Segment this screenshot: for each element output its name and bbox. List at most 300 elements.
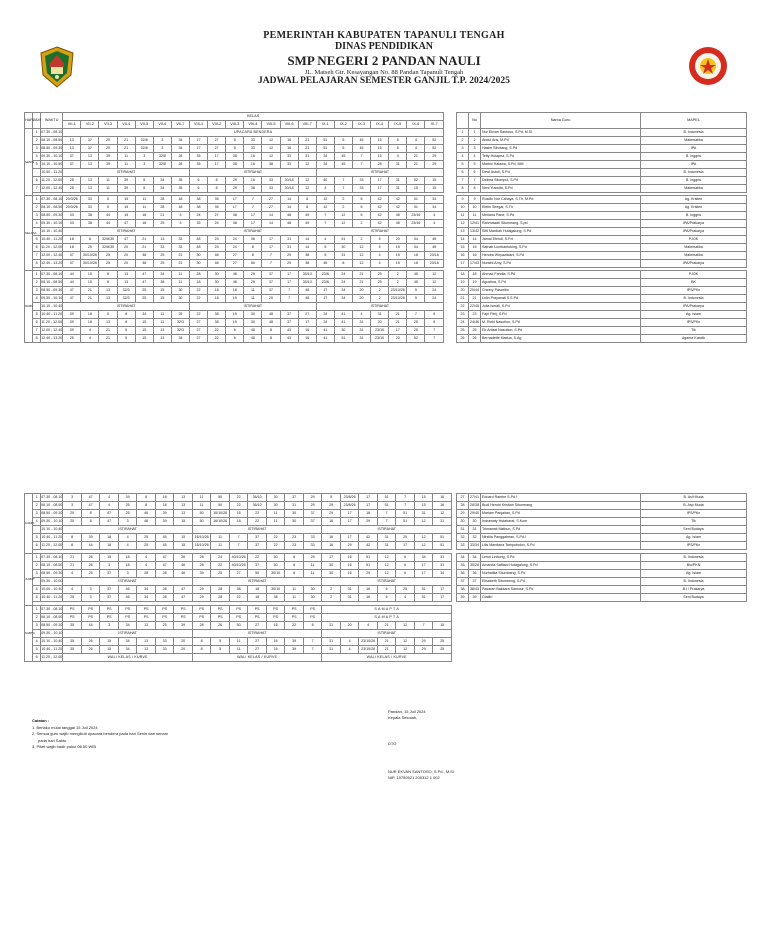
school-address: JL. Matseh Gtr. Kesayangan No. 88 Pandan Tapanuli Tengah xyxy=(304,69,464,76)
table-cell: 8 xyxy=(226,145,244,153)
table-cell: 5 xyxy=(135,185,153,193)
table-cell: 39 xyxy=(118,494,137,502)
table-cell: 47 xyxy=(81,494,100,502)
table-cell: 50 xyxy=(192,510,211,518)
table-cell: 18 xyxy=(229,518,248,526)
table-cell: 47 xyxy=(63,287,81,295)
teacher-row xyxy=(457,554,747,562)
table-cell: 36 xyxy=(457,570,469,578)
table-cell: 30 xyxy=(244,319,262,327)
table-cell: PS xyxy=(211,606,230,614)
table-cell: 18 xyxy=(155,502,174,510)
table-cell: 7 xyxy=(469,177,481,185)
table-cell: 7 xyxy=(303,646,322,654)
table-cell: 11 xyxy=(211,542,230,550)
table-cell: 13 xyxy=(99,287,117,295)
table-cell: 21 xyxy=(117,145,135,153)
table-cell: 38 xyxy=(135,260,153,268)
table-cell: Cheery Pasaribu xyxy=(481,287,641,295)
table-cell: 37 xyxy=(469,578,481,586)
table-cell: 9 xyxy=(457,196,469,204)
table-cell: 18 xyxy=(155,494,174,502)
table-cell: 45 xyxy=(389,212,407,220)
table-cell: 25 xyxy=(457,327,469,335)
table-cell: 47 xyxy=(174,594,193,602)
table-cell: 39 xyxy=(469,594,481,602)
table-cell: 20 xyxy=(371,319,389,327)
table-cell: 21 xyxy=(377,638,396,646)
table-cell: 21 xyxy=(135,236,153,244)
table-cell: 4 xyxy=(371,260,389,268)
teacher-list-table xyxy=(456,112,747,343)
table-cell: 39 xyxy=(174,622,193,630)
schedule-row xyxy=(25,252,444,260)
table-cell: 15 xyxy=(457,244,469,252)
table-cell: 23/16 xyxy=(407,220,425,228)
table-cell: PS xyxy=(229,614,248,622)
table-cell: 3 xyxy=(81,594,100,602)
table-cell: Abdul Aris, M.Pd xyxy=(481,137,641,145)
table-cell: 17 xyxy=(340,518,359,526)
table-cell: 4 xyxy=(316,185,334,193)
schedule-row xyxy=(25,212,444,220)
table-cell: 48 xyxy=(244,327,262,335)
teacher-row xyxy=(457,185,747,193)
table-cell: 30/18 xyxy=(280,177,298,185)
table-cell: 4 xyxy=(33,220,41,228)
table-cell: 7 xyxy=(425,327,444,335)
table-cell: Bio/PKN xyxy=(641,562,747,570)
schedule-row xyxy=(25,287,444,295)
table-cell: 34 xyxy=(118,622,137,630)
principal-name: NUR EKVAN SANTOSO, S.Pd., M.Si xyxy=(388,769,454,774)
table-cell: 5 xyxy=(99,196,117,204)
table-cell: 8 xyxy=(457,185,469,193)
table-cell: 10.40 - 11.20 xyxy=(41,594,63,602)
table-cell: 29 xyxy=(303,494,322,502)
table-cell: 39 xyxy=(155,518,174,526)
table-cell: 47 xyxy=(117,220,135,228)
table-cell: 2 xyxy=(352,236,370,244)
table-cell: 15 xyxy=(117,196,135,204)
table-cell: 12/41 xyxy=(469,220,481,228)
table-cell: 2 xyxy=(322,594,341,602)
table-cell: 8 xyxy=(63,534,82,542)
table-cell: 6 xyxy=(396,570,415,578)
class-header: IX-1 xyxy=(316,121,334,129)
table-cell: PS xyxy=(192,606,211,614)
teacher-row xyxy=(457,586,747,594)
table-cell: 21 xyxy=(81,295,99,303)
table-cell: 51 xyxy=(334,335,352,343)
table-cell: 6 xyxy=(352,204,370,212)
table-cell: 33 xyxy=(280,153,298,161)
table-cell: 37 xyxy=(303,518,322,526)
table-cell: 45 xyxy=(155,534,174,542)
table-cell: 44 xyxy=(99,220,117,228)
table-cell: 27 xyxy=(229,570,248,578)
table-cell: 21 xyxy=(298,145,316,153)
table-cell: 11 xyxy=(153,319,171,327)
table-cell: ISTIRAHAT xyxy=(322,578,452,586)
table-cell: 32/8/30 xyxy=(99,244,117,252)
table-cell: 16 xyxy=(322,534,341,542)
teacher-row xyxy=(457,228,747,236)
table-cell: 36 xyxy=(244,236,262,244)
teacher-row xyxy=(457,502,747,510)
table-cell: 45 xyxy=(425,244,444,252)
table-cell: PS xyxy=(118,606,137,614)
table-cell: 46 xyxy=(174,562,193,570)
table-cell: 28 xyxy=(153,196,171,204)
table-cell: 25 xyxy=(469,327,481,335)
table-cell: 11 xyxy=(285,586,304,594)
table-cell: B. Asli Muda xyxy=(641,494,747,502)
table-cell: 44 xyxy=(99,212,117,220)
table-cell: 27 xyxy=(298,311,316,319)
notes-section xyxy=(32,718,168,751)
table-cell: 15 xyxy=(469,244,481,252)
table-cell: 20 xyxy=(352,287,370,295)
table-cell: 7 xyxy=(229,534,248,542)
table-cell: 34 xyxy=(425,196,444,204)
table-cell: 33 xyxy=(244,145,262,153)
table-cell: 29 xyxy=(322,510,341,518)
table-cell: 8 xyxy=(137,494,156,502)
schedule-row xyxy=(25,534,452,542)
table-cell: 34 xyxy=(433,570,452,578)
table-cell: 47 xyxy=(135,279,153,287)
table-cell: SABTU xyxy=(25,606,33,662)
schedule-row xyxy=(25,606,452,614)
table-cell: 12 xyxy=(396,622,415,630)
class-header: IX-3 xyxy=(352,121,370,129)
table-cell: 17 xyxy=(316,295,334,303)
table-cell: 08.50 - 09.30 xyxy=(41,570,63,578)
class-header: VII-6 xyxy=(153,121,171,129)
table-cell: 3 xyxy=(171,212,189,220)
table-cell: 3 xyxy=(33,212,41,220)
table-cell: 18 xyxy=(190,279,208,287)
break-row xyxy=(25,630,452,638)
table-cell: 18 xyxy=(81,311,99,319)
table-cell: B. Asp Muda xyxy=(641,502,747,510)
table-cell: 52 xyxy=(425,145,444,153)
table-cell: 17 xyxy=(433,586,452,594)
table-cell: 18 xyxy=(469,271,481,279)
table-cell: 12 xyxy=(414,518,433,526)
table-cell: IPA xyxy=(641,145,747,153)
table-cell: 12 xyxy=(298,185,316,193)
table-cell: 5 xyxy=(33,311,41,319)
table-cell: 25 xyxy=(63,335,81,343)
table-cell: Delima Sitompul, S.Pd xyxy=(481,177,641,185)
table-cell: 17 xyxy=(244,220,262,228)
table-cell: 5 xyxy=(33,534,41,542)
table-cell: 35 xyxy=(208,204,226,212)
table-cell: 13 xyxy=(81,153,99,161)
table-cell: 4 xyxy=(118,542,137,550)
table-cell: Amanda Saftiani Hutagalung, S.Pd xyxy=(481,562,641,570)
schedule-row xyxy=(25,554,452,562)
table-cell: 5 xyxy=(211,646,230,654)
table-cell: 45 xyxy=(407,271,425,279)
teacher-row xyxy=(457,594,747,602)
table-cell: 20 xyxy=(174,646,193,654)
table-cell: IPS/PKn xyxy=(641,542,747,550)
table-cell: 51 xyxy=(316,137,334,145)
table-cell: 38/43 xyxy=(469,586,481,594)
schedule-row xyxy=(25,494,452,502)
table-cell: 29 xyxy=(280,252,298,260)
table-cell: 17 xyxy=(190,145,208,153)
table-cell: Hasim Sihotang, S.Pd xyxy=(481,145,641,153)
table-cell: 25 xyxy=(153,220,171,228)
table-cell: 25 xyxy=(63,594,82,602)
table-cell: 4 xyxy=(100,494,119,502)
table-cell: 23/10 xyxy=(371,327,389,335)
table-cell: 8 xyxy=(262,327,280,335)
table-cell: 3 xyxy=(100,562,119,570)
class-header: VII-5 xyxy=(135,121,153,129)
table-cell: 17 xyxy=(244,212,262,220)
table-cell: PJOK xyxy=(641,236,747,244)
table-cell: WALI KELAS / KURVE xyxy=(322,654,452,662)
table-cell: 22 xyxy=(208,335,226,343)
table-cell: S A M A P T A xyxy=(322,606,452,614)
teacher-row xyxy=(457,236,747,244)
class-header: IX-6 xyxy=(407,121,425,129)
table-cell: B. Indonesia xyxy=(641,578,747,586)
table-cell: 25 xyxy=(155,622,174,630)
table-cell: IPS/PKn xyxy=(641,287,747,295)
break-row xyxy=(25,526,452,534)
table-cell: 51 xyxy=(433,534,452,542)
table-cell: 22 xyxy=(266,534,285,542)
table-cell: 48 xyxy=(226,271,244,279)
table-cell: PS xyxy=(63,614,82,622)
schedule-row xyxy=(25,518,452,526)
table-cell: 14 xyxy=(262,220,280,228)
table-cell: 16 xyxy=(433,502,452,510)
table-cell: 14 xyxy=(457,236,469,244)
table-cell: 27 xyxy=(262,196,280,204)
table-cell: PS xyxy=(174,606,193,614)
table-cell: 3 xyxy=(118,518,137,526)
table-cell: 34 xyxy=(334,295,352,303)
table-cell: 11 xyxy=(244,287,262,295)
table-cell: 6 xyxy=(377,586,396,594)
table-cell: 28 xyxy=(155,570,174,578)
table-cell: 30 xyxy=(469,518,481,526)
table-cell: 39 xyxy=(99,161,117,169)
table-cell: PS xyxy=(137,614,156,622)
table-cell: 47 xyxy=(155,554,174,562)
table-cell: 18 xyxy=(100,534,119,542)
schedule-row xyxy=(25,638,452,646)
table-cell: 23/8/26 xyxy=(340,502,359,510)
table-cell: 11.20 - 12.00 xyxy=(41,319,63,327)
table-cell: 18 xyxy=(81,319,99,327)
table-cell: 22 xyxy=(457,303,469,311)
table-cell: 31 xyxy=(433,518,452,526)
table-cell: 28 xyxy=(192,554,211,562)
table-cell: 33 xyxy=(63,212,81,220)
table-cell: Budi Hendri Kristian Situmeang xyxy=(481,502,641,510)
table-cell: 21 xyxy=(457,295,469,303)
table-cell: 39 xyxy=(63,319,81,327)
table-cell: 3 xyxy=(153,137,171,145)
table-cell: 51 xyxy=(377,502,396,510)
table-cell: 45 xyxy=(352,137,370,145)
table-cell: 7 xyxy=(316,220,334,228)
table-cell: 11 xyxy=(117,161,135,169)
table-cell: 42 xyxy=(389,196,407,204)
table-cell: 17/43 xyxy=(469,260,481,268)
table-cell: 23 xyxy=(285,534,304,542)
table-cell: 40/10/26 xyxy=(229,562,248,570)
schedule-row xyxy=(25,236,444,244)
table-cell: 20/3/26 xyxy=(63,196,81,204)
table-cell: 20 xyxy=(117,260,135,268)
schedule-row xyxy=(25,295,444,303)
table-cell: 5 xyxy=(407,287,425,295)
table-cell: 10 xyxy=(469,204,481,212)
table-cell: 29 xyxy=(425,161,444,169)
schedule-row xyxy=(25,204,444,212)
table-cell: 16/10/26 xyxy=(192,534,211,542)
table-cell: 2 xyxy=(33,614,41,622)
schedule-row xyxy=(25,586,452,594)
class-header: IX-2 xyxy=(334,121,352,129)
table-cell: 17 xyxy=(280,279,298,287)
table-cell: 2 xyxy=(33,279,41,287)
schedule-row xyxy=(25,145,444,153)
teacher-row xyxy=(457,526,747,534)
table-cell: 2 xyxy=(334,196,352,204)
table-cell: 37 xyxy=(262,279,280,287)
break-row xyxy=(25,303,444,311)
table-cell: 10.50 - 11.20 xyxy=(41,169,63,177)
table-cell: 5 xyxy=(389,145,407,153)
table-cell: PJOK xyxy=(641,271,747,279)
table-cell: 43 xyxy=(280,327,298,335)
table-cell: 12 xyxy=(377,562,396,570)
table-cell: 35 xyxy=(63,622,82,630)
table-cell: Seni Budaya xyxy=(641,526,747,534)
table-cell: 4 xyxy=(352,311,370,319)
table-cell: 35 xyxy=(63,646,82,654)
sign-role: Kepala Sekolah, xyxy=(388,715,418,720)
table-cell: 37 xyxy=(457,578,469,586)
class-header: VII-7 xyxy=(171,121,189,129)
table-cell: 40/10/26 xyxy=(229,554,248,562)
table-cell: 17 xyxy=(396,542,415,550)
table-cell: B. Indonesia xyxy=(641,129,747,137)
table-cell: 25 xyxy=(371,271,389,279)
table-cell: PS xyxy=(303,606,322,614)
table-cell: MAPEL xyxy=(641,113,747,129)
table-cell: 18 xyxy=(118,554,137,562)
table-cell: 18 xyxy=(208,287,226,295)
table-cell: 34 xyxy=(118,638,137,646)
table-cell: Nirsilia Panggabean, S.Pd.I xyxy=(481,534,641,542)
table-cell: 27 xyxy=(226,260,244,268)
class-header: IX-7 xyxy=(425,121,444,129)
table-cell: 30 xyxy=(190,260,208,268)
table-cell: 16 xyxy=(359,594,378,602)
table-cell: BK xyxy=(641,279,747,287)
table-cell: 25 xyxy=(137,542,156,550)
table-cell: 22 xyxy=(248,554,267,562)
table-cell: 23/10 xyxy=(371,335,389,343)
break-row xyxy=(25,578,452,586)
table-cell: 13 xyxy=(137,646,156,654)
table-cell: 32/3 xyxy=(117,295,135,303)
table-header-row xyxy=(25,113,444,121)
table-cell: 21 xyxy=(117,137,135,145)
table-cell: 26 xyxy=(211,622,230,630)
table-cell: 8 xyxy=(137,502,156,510)
table-cell: 6 xyxy=(396,562,415,570)
class-header: VII-2 xyxy=(81,121,99,129)
teacher-row xyxy=(457,271,747,279)
table-cell: 46 xyxy=(137,518,156,526)
table-cell: 38 xyxy=(262,161,280,169)
table-cell: 45 xyxy=(407,279,425,287)
table-cell: 15 xyxy=(153,295,171,303)
table-cell: 16 xyxy=(407,260,425,268)
table-cell: 17 xyxy=(280,271,298,279)
table-cell: 20/3/26 xyxy=(63,204,81,212)
class-header: VIII-3 xyxy=(226,121,244,129)
table-cell: 3 xyxy=(33,510,41,518)
table-cell: 12 xyxy=(352,252,370,260)
table-cell: B. Indonesia xyxy=(641,554,747,562)
table-cell: 23/10/26 xyxy=(389,287,407,295)
table-cell: Jamal Efendi, S.Pd xyxy=(481,236,641,244)
table-cell: 8 xyxy=(99,279,117,287)
table-cell: 30 xyxy=(303,594,322,602)
table-cell: 3 xyxy=(33,287,41,295)
table-cell: 48 xyxy=(190,244,208,252)
table-cell: PS xyxy=(155,606,174,614)
table-cell: 22 xyxy=(229,502,248,510)
table-cell: 23 xyxy=(457,311,469,319)
table-cell: 50 xyxy=(248,570,267,578)
table-cell: 6 xyxy=(352,196,370,204)
table-cell: 50 xyxy=(244,260,262,268)
table-cell: 49 xyxy=(298,212,316,220)
table-cell: PS xyxy=(118,614,137,622)
table-cell: 29/40 xyxy=(469,510,481,518)
table-cell: 19 xyxy=(469,279,481,287)
table-cell: 11.20 - 12.00 xyxy=(41,244,63,252)
table-cell: 15 xyxy=(100,646,119,654)
government-title: PEMERINTAH KABUPATEN TAPANULI TENGAH xyxy=(263,30,505,41)
table-cell: 3 xyxy=(81,586,100,594)
table-cell: 12 xyxy=(396,638,415,646)
table-cell: 23/10/26 xyxy=(359,646,378,654)
table-cell: 38 xyxy=(190,196,208,204)
table-cell: 7 xyxy=(352,153,370,161)
table-cell: 30 xyxy=(208,279,226,287)
table-cell: 29 xyxy=(425,153,444,161)
table-cell: 17 xyxy=(371,177,389,185)
table-cell: 6 xyxy=(190,177,208,185)
table-cell: 12.00 - 12.40 xyxy=(41,327,63,335)
table-cell: Ahmad Fahdia, S.Pd xyxy=(481,271,641,279)
